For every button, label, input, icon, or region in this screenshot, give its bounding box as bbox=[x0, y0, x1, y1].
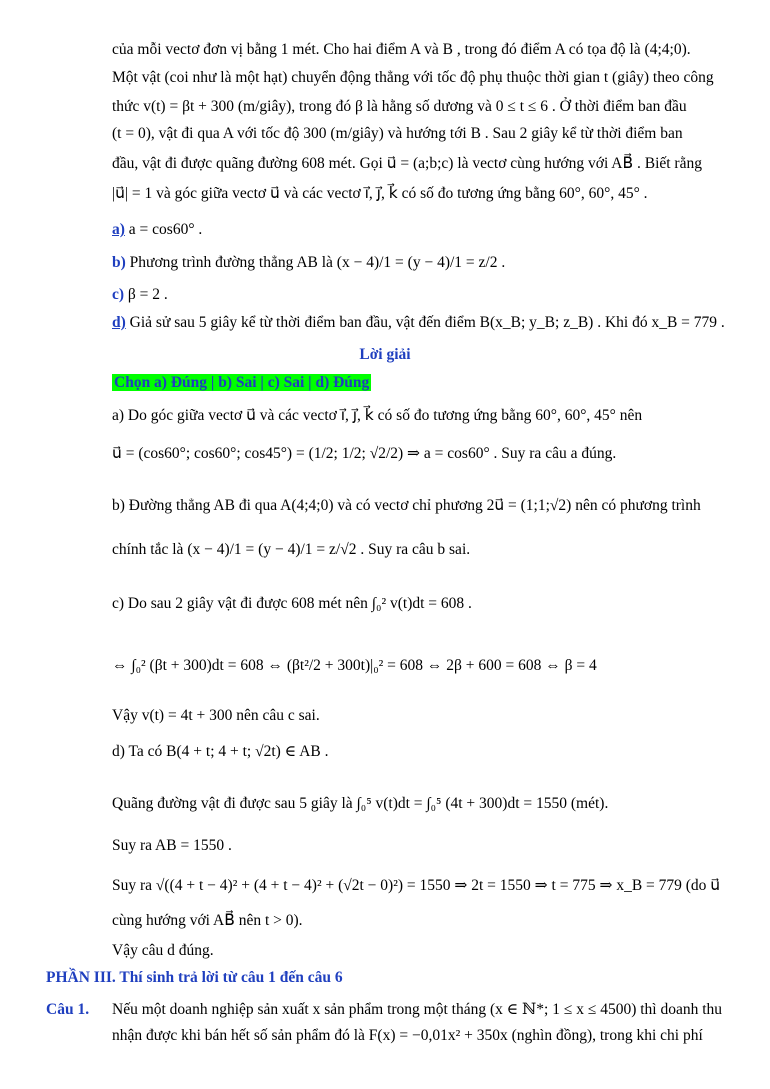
part3-heading: PHẦN III. Thí sinh trả lời từ câu 1 đến câu 6 bbox=[46, 969, 343, 986]
question1-text-1: Nếu một doanh nghiệp sản xuất x sản phẩm trong một tháng (x ∈ ℕ*; 1 ≤ x ≤ 4500) thì doanh thu bbox=[112, 1001, 723, 1018]
option-c bbox=[112, 285, 168, 305]
option-c-label: c) bbox=[112, 286, 125, 303]
intro-line-5: đầu, vật đi được quãng đường 608 mét. Gọi u⃗ = (a;b;c) là vectơ cùng hướng với AB⃗ . Biết rằng bbox=[112, 155, 702, 172]
intro-line-3: thức v(t) = βt + 300 (m/giây), trong đó β là hằng số dương và 0 ≤ t ≤ 6 . Ở thời điểm ban đầu bbox=[112, 98, 687, 115]
answer-choice-line bbox=[112, 373, 371, 393]
option-a-label: a) bbox=[112, 221, 125, 238]
option-b bbox=[112, 253, 505, 273]
option-d-text: Giả sử sau 5 giây kể từ thời điểm ban đầu, vật đến điểm B(x_B; y_B; z_B) . Khi đó x_B = 779 . bbox=[125, 314, 725, 331]
solution-d-line-3: Suy ra AB = 1550 . bbox=[112, 837, 232, 854]
solution-b-line-1: b) Đường thẳng AB đi qua A(4;4;0) và có vectơ chỉ phương 2u⃗ = (1;1;√2) nên có phương trình bbox=[112, 497, 701, 514]
solution-c-line-2: ⇔ ∫₀² (βt + 300)dt = 608 ⇔ (βt²/2 + 300t)|₀² = 608 ⇔ 2β + 600 = 608 ⇔ β = 4 bbox=[112, 657, 597, 674]
solution-d-line-1: d) Ta có B(4 + t; 4 + t; √2t) ∈ AB . bbox=[112, 743, 329, 760]
solution-a-line-1: a) Do góc giữa vectơ u⃗ và các vectơ i⃗, j⃗, k⃗ có số đo tương ứng bằng 60°, 60°, 45° nên bbox=[112, 407, 643, 424]
solution-d-line-6: Vậy câu d đúng. bbox=[112, 942, 214, 959]
option-d bbox=[112, 313, 725, 333]
solution-d-line-4: Suy ra √((4 + t − 4)² + (4 + t − 4)² + (√2t − 0)²) = 1550 ⇒ 2t = 1550 ⇒ t = 775 ⇒ x_B = 779 (do u⃗ bbox=[112, 877, 721, 894]
intro-line-4: (t = 0), vật đi qua A với tốc độ 300 (m/giây) và hướng tới B . Sau 2 giây kể từ thời điểm ban bbox=[112, 125, 683, 142]
option-b-label: b) bbox=[112, 254, 126, 271]
solution-c-line-1: c) Do sau 2 giây vật đi được 608 mét nên ∫₀² v(t)dt = 608 . bbox=[112, 595, 472, 612]
solution-d-line-2: Quãng đường vật đi được sau 5 giây là ∫₀⁵ v(t)dt = ∫₀⁵ (4t + 300)dt = 1550 (mét). bbox=[112, 795, 609, 812]
option-c-text: β = 2 . bbox=[124, 286, 168, 303]
solution-b-line-2: chính tắc là (x − 4)/1 = (y − 4)/1 = z/√2 . Suy ra câu b sai. bbox=[112, 541, 471, 558]
intro-line-6: |u⃗| = 1 và góc giữa vectơ u⃗ và các vectơ i⃗, j⃗, k⃗ có số đo tương ứng bằng 60°, 60°, 45° . bbox=[112, 185, 648, 202]
option-a bbox=[112, 220, 202, 240]
option-d-label: d) bbox=[112, 314, 126, 331]
option-a-text: a = cos60° . bbox=[124, 221, 203, 238]
intro-line-2: Một vật (coi như là một hạt) chuyển động thẳng với tốc độ phụ thuộc thời gian t (giây) theo công bbox=[112, 69, 714, 86]
question1-text-2: nhận được khi bán hết số sản phẩm đó là F(x) = −0,01x² + 350x (nghìn đồng), trong khi chi phí bbox=[112, 1027, 703, 1044]
solution-c-line-3: Vậy v(t) = 4t + 300 nên câu c sai. bbox=[112, 707, 320, 724]
question1-label: Câu 1. bbox=[46, 1001, 90, 1018]
intro-line-1: của mỗi vectơ đơn vị bằng 1 mét. Cho hai điểm A và B , trong đó điểm A có tọa độ là (4;4;0). bbox=[112, 41, 691, 58]
solution-title: Lời giải bbox=[359, 346, 411, 363]
answer-choice: Chọn a) Đúng | b) Sai | c) Sai | d) Đúng bbox=[114, 374, 370, 391]
option-b-text: Phương trình đường thẳng AB là (x − 4)/1 = (y − 4)/1 = z/2 . bbox=[125, 254, 506, 271]
solution-d-line-5: cùng hướng với AB⃗ nên t > 0). bbox=[112, 912, 303, 929]
solution-a-line-2: u⃗ = (cos60°; cos60°; cos45°) = (1/2; 1/2; √2/2) ⇒ a = cos60° . Suy ra câu a đúng. bbox=[112, 445, 617, 462]
